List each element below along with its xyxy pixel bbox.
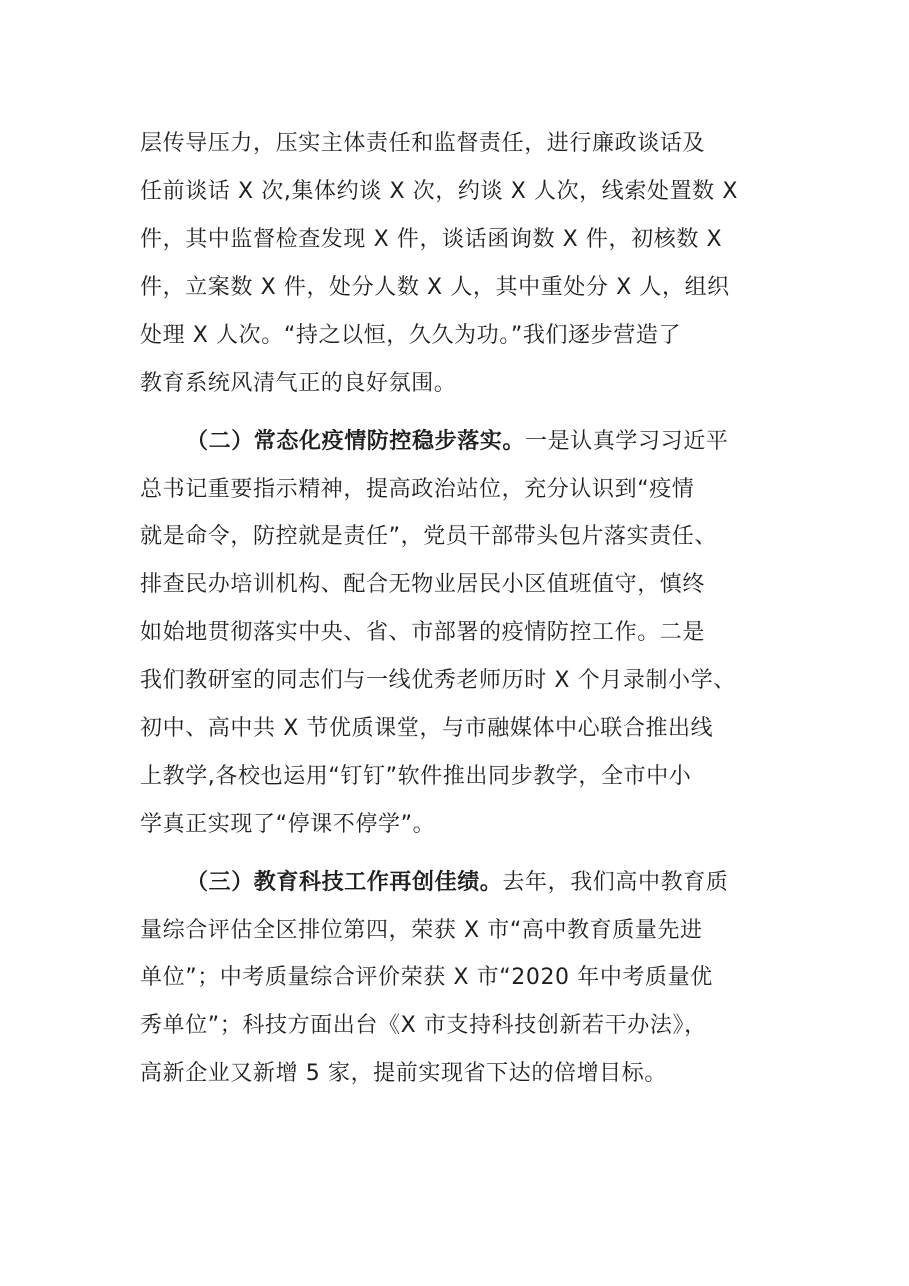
- paragraph-first-line: [186, 428, 780, 456]
- paragraph-line: 单位”；中考质量综合评价荣获 X 市“2020 年中考质量优: [140, 965, 713, 990]
- paragraph-line: 总书记重要指示精神，提高政治站位，充分认识到“疫情: [140, 477, 695, 502]
- paragraph-text: 去年，我们高中教育质: [502, 870, 729, 895]
- paragraph-first-line: [186, 869, 780, 897]
- paragraph-line: 上教学,各校也运用“钉钉”软件推出同步教学，全市中小: [140, 764, 692, 789]
- paragraph-line: 排查民办培训机构、配合无物业居民小区值班值守，慎终: [140, 572, 706, 597]
- paragraph-line: 初中、高中共 X 节优质课堂，与市融媒体中心联合推出线: [140, 716, 714, 741]
- paragraph-line: 我们教研室的同志们与一线优秀老师历时 X 个月录制小学、: [140, 668, 736, 693]
- section-heading: （三）教育科技工作再创佳绩。: [186, 870, 503, 895]
- paragraph-line: 如始地贯彻落实中央、省、市部署的疫情防控工作。二是: [140, 620, 706, 645]
- paragraph-line: 任前谈话 X 次,集体约谈 X 次，约谈 X 人次，线索处置数 X: [140, 179, 739, 204]
- paragraph-line: 秀单位”；科技方面出台《X 市支持科技创新若干办法》，: [140, 1013, 707, 1038]
- paragraph-line: 量综合评估全区排位第四，荣获 X 市“高中教育质量先进: [140, 918, 703, 943]
- paragraph-text: 一是认真学习习近平: [525, 429, 729, 454]
- paragraph-line: 件，其中监督检查发现 X 件，谈话函询数 X 件，初核数 X: [140, 227, 723, 252]
- paragraph-line: 件，立案数 X 件，处分人数 X 人，其中重处分 X 人，组织: [140, 275, 730, 300]
- paragraph-line: 层传导压力，压实主体责任和监督责任，进行廉政谈话及: [140, 131, 706, 156]
- paragraph-line: 处理 X 人次。“持之以恒，久久为功。”我们逐步营造了: [140, 323, 682, 348]
- section-heading: （二）常态化疫情防控稳步落实。: [186, 429, 526, 454]
- paragraph-line: 学真正实现了“停课不停学”。: [140, 812, 436, 837]
- paragraph-line: 就是命令，防控就是责任”，党员干部带头包片落实责任、: [140, 524, 717, 549]
- paragraph-line: 高新企业又新增 5 家，提前实现省下达的倍增目标。: [140, 1061, 667, 1086]
- paragraph-line: 教育系统风清气正的良好氛围。: [140, 371, 457, 396]
